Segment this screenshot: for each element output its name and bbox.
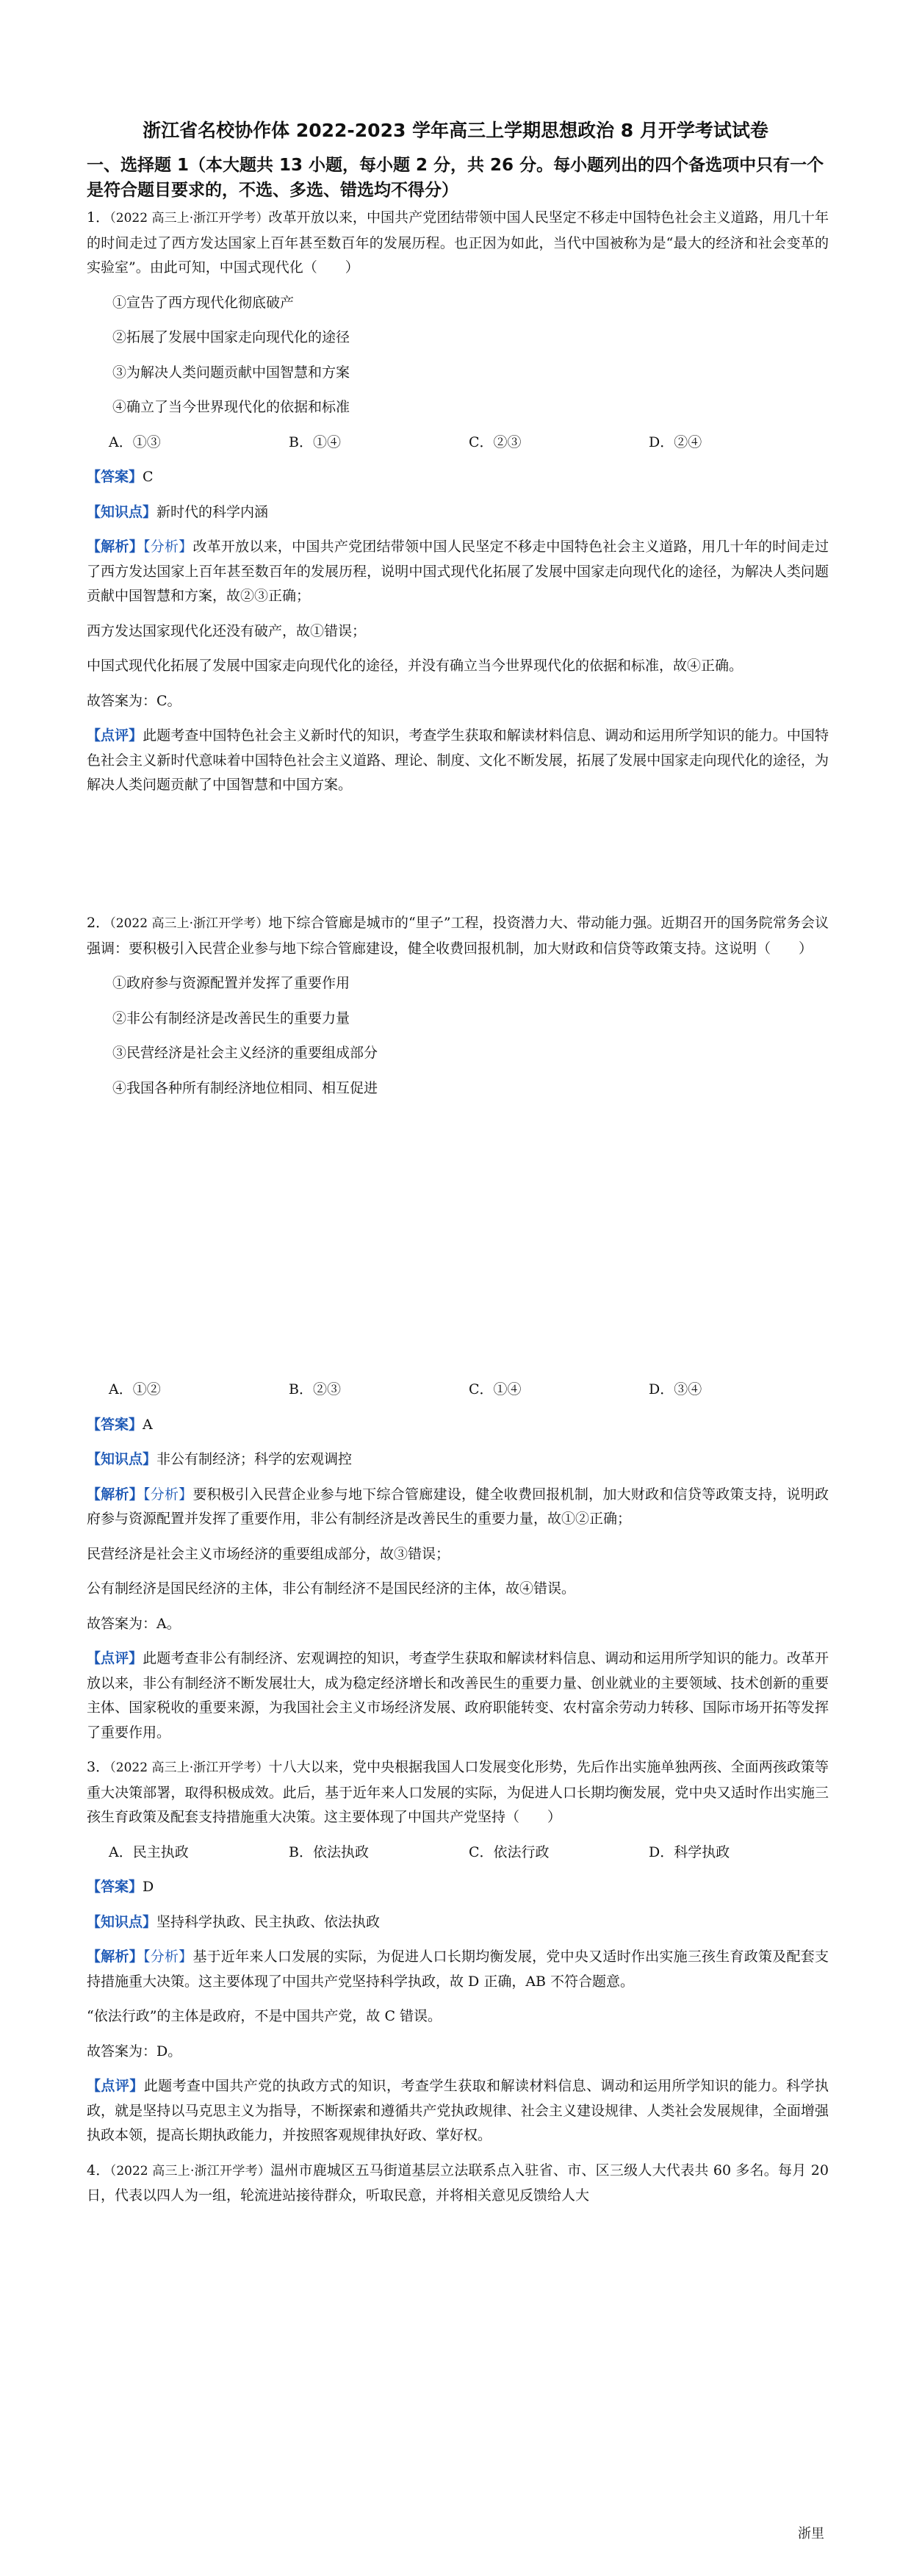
q3-answer: 【答案】D <box>87 1879 154 1895</box>
section-heading: 一、选择题 1（本大题共 13 小题，每小题 2 分，共 26 分。每小题列出的四个备选项中只有一个是符合题目要求的，不选、多选、错选均不得分） <box>87 156 824 200</box>
q2-knowledge: 【知识点】非公有制经济；科学的宏观调控 <box>87 1451 353 1467</box>
q1-comment: 【点评】此题考查中国特色社会主义新时代的知识，考查学生获取和解读材料信息、调动和运用所学知识的能力。中国特色社会主义新时代意味着中国特色社会主义道路、理论、制度、文化不断发展，拓展了发展中国家走向现代化的途径，为解决人类问题贡献了中国智慧和中国方案。 <box>87 727 829 793</box>
q3-choice-c: C．依法行政 <box>469 1843 550 1860</box>
q2-stem: 2．（2022 高三上·浙江开学考）地下综合管廊是城市的“里子”工程，投资潜力大、带动能力强。近期召开的国务院常务会议强调：要积极引入民营企业参与地下综合管廊建设，健全收费回报机制，加大财政和信贷等政策支持。这说明（ ） <box>87 915 829 957</box>
q1-analysis-3: 中国式现代化拓展了发展中国家走向现代化的途径，并没有确立当今世界现代化的依据和标准，故④正确。 <box>87 658 743 674</box>
q3-choice-a: A．民主执政 <box>109 1843 189 1860</box>
q2-choice-c: C．①④ <box>469 1381 522 1397</box>
q1-answer: 【答案】C <box>87 469 154 485</box>
q3-stem: 3．（2022 高三上·浙江开学考）十八大以来，党中央根据我国人口发展变化形势，先后作出实施单独两孩、全面两孩政策等重大决策部署，取得积极成效。此后，基于近年来人口发展的实际，为促进人口长期均衡发展，党中央又适时作出实施三孩生育政策及配套支持措施重大决策。这主要体现了中国共产党坚持（ ） <box>87 1759 829 1825</box>
q1-choice-d: D．②④ <box>649 433 702 450</box>
q3-knowledge: 【知识点】坚持科学执政、民主执政、依法执政 <box>87 1913 381 1930</box>
q1-option-3: ③为解决人类问题贡献中国智慧和方案 <box>112 364 350 381</box>
q1-analysis: 【解析】【分析】改革开放以来，中国共产党团结带领中国人民坚定不移走中国特色社会主义道路，用几十年的时间走过了西方发达国家上百年甚至数百年的发展历程，说明中国式现代化拓展了发展中国家走向现代化的途径，为解决人类问题贡献中国智慧和方案，故②③正确； <box>87 539 829 604</box>
q2-answer: 【答案】A <box>87 1416 153 1433</box>
q1-conclusion: 故答案为：C。 <box>87 692 181 709</box>
q1-choices <box>109 431 829 456</box>
q2-choice-a: A．①② <box>109 1381 161 1397</box>
q3-conclusion: 故答案为：D。 <box>87 2043 182 2059</box>
q4-stem: 4．（2022 高三上·浙江开学考）温州市鹿城区五马街道基层立法联系点入驻省、市、区三级人大代表共 60 多名。每月 20 日，代表以四人为一组，轮流进站接待群众，听取民意，并将相关意见反馈给人大 <box>87 2162 829 2203</box>
q2-comment: 【点评】此题考查非公有制经济、宏观调控的知识，考查学生获取和解读材料信息、调动和运用所学知识的能力。改革开放以来，非公有制经济不断发展壮大，成为稳定经济增长和改善民生的重要力量、创业就业的主要领域、技术创新的重要主体、国家税收的重要来源，为我国社会主义市场经济发展、政府职能转变、农村富余劳动力转移、国际市场开拓等发挥了重要作用。 <box>87 1650 829 1741</box>
q3-choice-b: B．依法执政 <box>289 1843 369 1860</box>
question-2 <box>87 911 829 1111</box>
q2-choices <box>109 1378 829 1403</box>
q1-stem: 1．（2022 高三上·浙江开学考）改革开放以来，中国共产党团结带领中国人民坚定不移走中国特色社会主义道路，用几十年的时间走过了西方发达国家上百年甚至数百年的发展历程。也正因为如此，当代中国被称为是“最大的经济和社会变革的实验室”。由此可知，中国式现代化（ ） <box>87 209 829 276</box>
q2-option-1: ①政府参与资源配置并发挥了重要作用 <box>112 975 350 991</box>
q2-analysis-3: 公有制经济是国民经济的主体，非公有制经济不是国民经济的主体，故④错误。 <box>87 1580 576 1597</box>
q2-analysis-2: 民营经济是社会主义市场经济的重要组成部分，故③错误； <box>87 1545 450 1562</box>
q3-choice-d: D．科学执政 <box>649 1843 730 1860</box>
q2-choice-b: B．②③ <box>289 1381 341 1397</box>
question-2-continued <box>87 1378 829 2219</box>
q2-analysis: 【解析】【分析】要积极引入民营企业参与地下综合管廊建设，健全收费回报机制，加大财政和信贷等政策支持，说明政府参与资源配置并发挥了重要作用，非公有制经济是改善民生的重要力量，故①②正确； <box>87 1486 829 1527</box>
page-title: 浙江省名校协作体 2022-2023 学年高三上学期思想政治 8 月开学考试试卷 <box>143 120 768 141</box>
q1-option-4: ④确立了当今世界现代化的依据和标准 <box>112 399 350 415</box>
q1-option-2: ②拓展了发展中国家走向现代化的途径 <box>112 329 350 345</box>
q1-choice-a: A．①③ <box>109 433 161 450</box>
q3-analysis-2: “依法行政”的主体是政府，不是中国共产党，故 C 错误。 <box>87 2008 442 2024</box>
q2-conclusion: 故答案为：A。 <box>87 1615 181 1632</box>
q2-option-2: ②非公有制经济是改善民生的重要力量 <box>112 1010 350 1026</box>
q1-choice-c: C．②③ <box>469 433 522 450</box>
q1-option-1: ①宣告了西方现代化彻底破产 <box>112 294 295 311</box>
q2-option-3: ③民营经济是社会主义经济的重要组成部分 <box>112 1045 378 1061</box>
q3-choices <box>109 1841 829 1866</box>
q3-comment: 【点评】此题考查中国共产党的执政方式的知识，考查学生获取和解读材料信息、调动和运用所学知识的能力。科学执政，就是坚持以马克思主义为指导，不断探索和遵循共产党执政规律、社会主义建设规律、人类社会发展规律，全面增强执政本领，提高长期执政能力，并按照客观规律执好政、掌好权。 <box>87 2078 829 2143</box>
q1-choice-b: B．①④ <box>289 433 341 450</box>
q3-analysis: 【解析】【分析】基于近年来人口发展的实际，为促进人口长期均衡发展，党中央又适时作出实施三孩生育政策及配套支持措施重大决策。这主要体现了中国共产党坚持科学执政，故 D 正确，AB 不符合题意。 <box>87 1949 829 1990</box>
q1-knowledge: 【知识点】新时代的科学内涵 <box>87 503 269 520</box>
q2-choice-d: D．③④ <box>649 1381 702 1397</box>
page-footer: 浙里 <box>798 2526 824 2541</box>
q2-option-4: ④我国各种所有制经济地位相同、相互促进 <box>112 1079 378 1096</box>
question-1 <box>87 206 829 808</box>
q1-analysis-2: 西方发达国家现代化还没有破产，故①错误； <box>87 622 367 639</box>
